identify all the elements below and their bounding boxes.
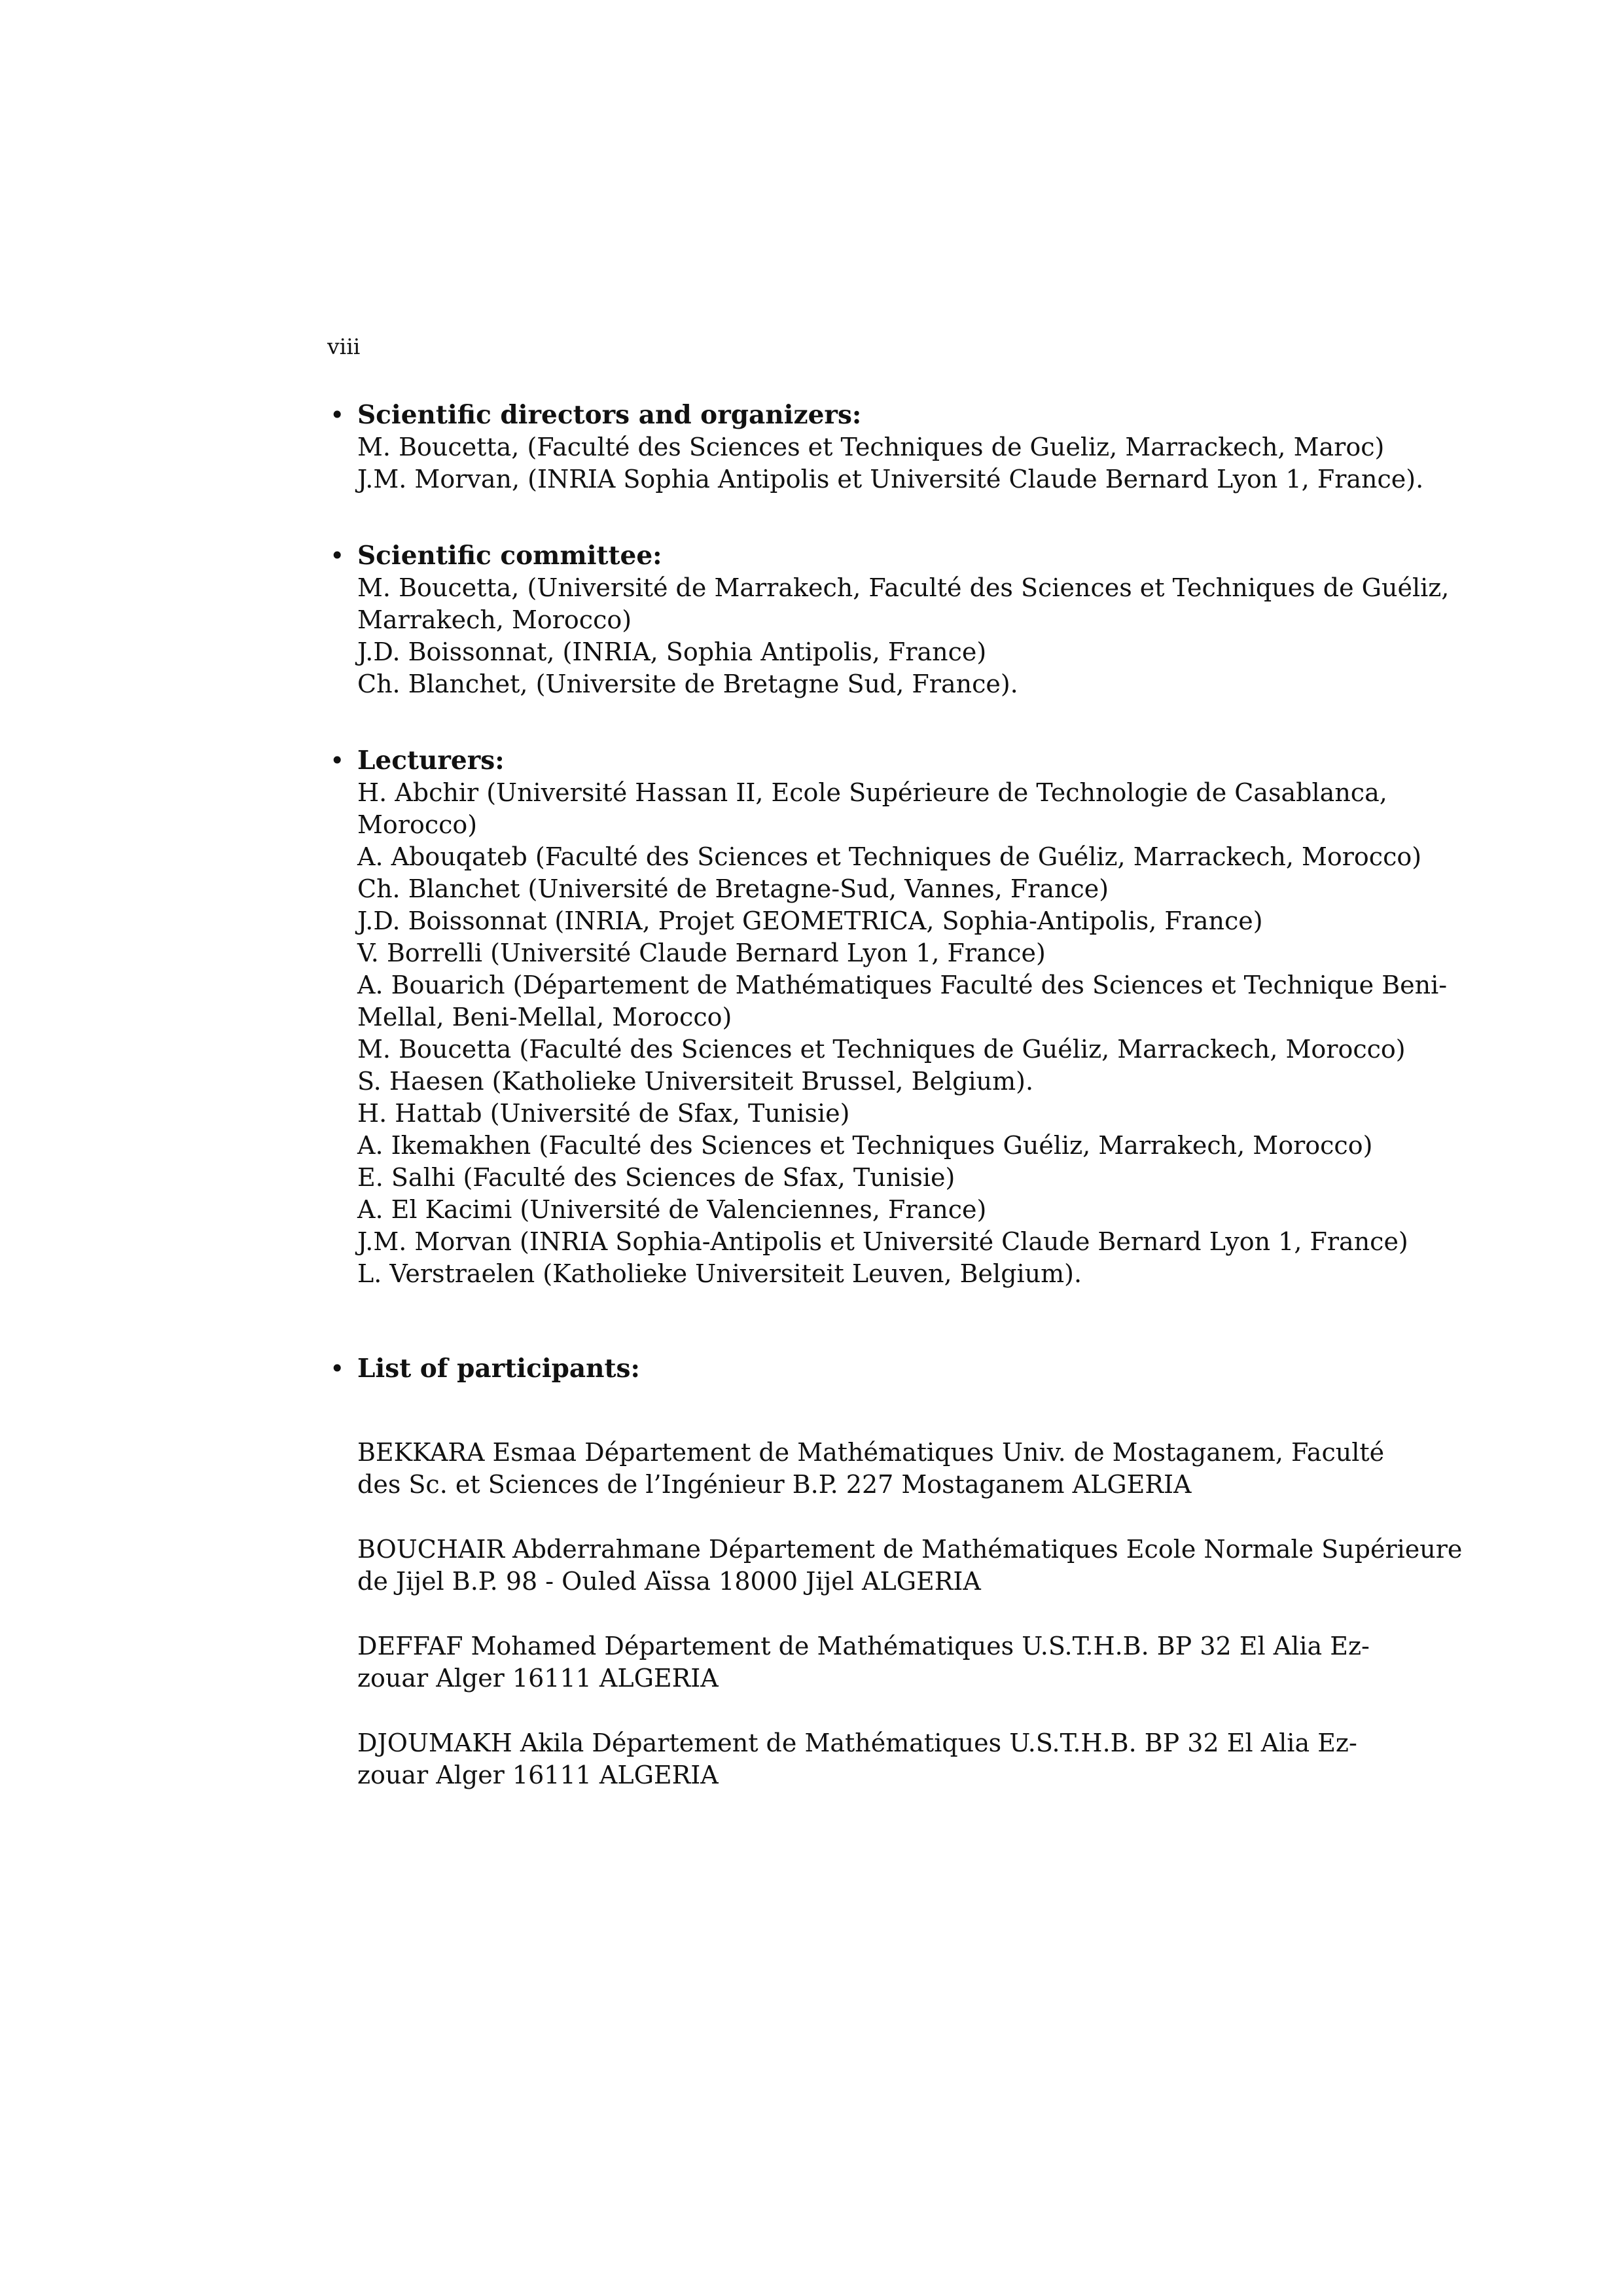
lecturer-line: H. Abchir (Université Hassan II, Ecole Supérieure de Technologie de Casablanca, xyxy=(357,778,1387,807)
committee-line: J.D. Boissonnat, (INRIA, Sophia Antipolis, France) xyxy=(357,637,987,666)
participant-entry xyxy=(357,1630,1370,1695)
participant-line: DEFFAF Mohamed Département de Mathématiques U.S.T.H.B. BP 32 El Alia Ez- xyxy=(357,1632,1370,1660)
section-heading: Scientific committee: xyxy=(357,541,662,571)
section-committee xyxy=(327,540,1450,700)
lecturer-line: Morocco) xyxy=(357,810,478,839)
participant-line: DJOUMAKH Akila Département de Mathématiques U.S.T.H.B. BP 32 El Alia Ez- xyxy=(357,1729,1357,1757)
bullet-icon: • xyxy=(330,541,345,570)
participant-line: de Jijel B.P. 98 - Ouled Aïssa 18000 Jijel ALGERIA xyxy=(357,1567,981,1596)
participants-list xyxy=(357,1437,1463,1791)
organizer-line: M. Boucetta, (Faculté des Sciences et Techniques de Gueliz, Marrackech, Maroc) xyxy=(357,433,1385,461)
lecturer-line: A. Bouarich (Département de Mathématiques Faculté des Sciences et Technique Beni- xyxy=(357,971,1448,999)
lecturer-line: A. Abouqateb (Faculté des Sciences et Techniques de Guéliz, Marrackech, Morocco) xyxy=(357,842,1422,871)
participant-line: zouar Alger 16111 ALGERIA xyxy=(357,1761,719,1789)
lecturer-line: M. Boucetta (Faculté des Sciences et Techniques de Guéliz, Marrackech, Morocco) xyxy=(357,1035,1406,1064)
participant-entry xyxy=(357,1727,1357,1791)
lecturer-line: S. Haesen (Katholieke Universiteit Brussel, Belgium). xyxy=(357,1067,1034,1096)
bullet-icon: • xyxy=(330,1354,345,1383)
lecturer-line: A. El Kacimi (Université de Valenciennes, France) xyxy=(357,1195,987,1224)
participant-line: des Sc. et Sciences de l’Ingénieur B.P. 227 Mostaganem ALGERIA xyxy=(357,1470,1192,1499)
lecturer-line: E. Salhi (Faculté des Sciences de Sfax, Tunisie) xyxy=(357,1163,955,1192)
page-content xyxy=(327,399,1463,1791)
lecturer-line: Mellal, Beni-Mellal, Morocco) xyxy=(357,1003,732,1031)
participant-entry xyxy=(357,1437,1385,1501)
lecturer-line: H. Hattab (Université de Sfax, Tunisie) xyxy=(357,1099,850,1128)
section-directors xyxy=(327,399,1424,495)
section-lecturers xyxy=(327,745,1448,1290)
participant-entry xyxy=(357,1534,1463,1598)
section-heading: Scientific directors and organizers: xyxy=(357,400,862,430)
lecturer-line: L. Verstraelen (Katholieke Universiteit Leuven, Belgium). xyxy=(357,1259,1082,1288)
committee-line: Marrakech, Morocco) xyxy=(357,605,632,634)
section-participants xyxy=(327,1353,1463,1791)
lecturer-line: A. Ikemakhen (Faculté des Sciences et Techniques Guéliz, Marrakech, Morocco) xyxy=(357,1131,1373,1160)
lecturer-line: V. Borrelli (Université Claude Bernard Lyon 1, France) xyxy=(357,939,1046,967)
committee-line: Ch. Blanchet, (Universite de Bretagne Sud, France). xyxy=(357,670,1018,698)
lecturer-line: J.D. Boissonnat (INRIA, Projet GEOMETRICA, Sophia-Antipolis, France) xyxy=(357,906,1263,935)
bullet-icon: • xyxy=(330,401,345,429)
committee-line: M. Boucetta, (Université de Marrakech, Faculté des Sciences et Techniques de Guéliz, xyxy=(357,573,1450,602)
section-heading: List of participants: xyxy=(357,1354,640,1384)
organizer-line: J.M. Morvan, (INRIA Sophia Antipolis et Université Claude Bernard Lyon 1, France). xyxy=(357,465,1424,493)
participant-line: zouar Alger 16111 ALGERIA xyxy=(357,1664,719,1693)
bullet-icon: • xyxy=(330,746,345,775)
section-heading: Lecturers: xyxy=(357,745,505,776)
participant-line: BOUCHAIR Abderrahmane Département de Mathématiques Ecole Normale Supérieure xyxy=(357,1535,1463,1564)
lecturer-line: J.M. Morvan (INRIA Sophia-Antipolis et Université Claude Bernard Lyon 1, France) xyxy=(357,1227,1408,1256)
lecturer-line: Ch. Blanchet (Université de Bretagne-Sud, Vannes, France) xyxy=(357,874,1109,903)
page-number: viii xyxy=(327,334,361,359)
participant-line: BEKKARA Esmaa Département de Mathématiques Univ. de Mostaganem, Faculté xyxy=(357,1438,1385,1467)
